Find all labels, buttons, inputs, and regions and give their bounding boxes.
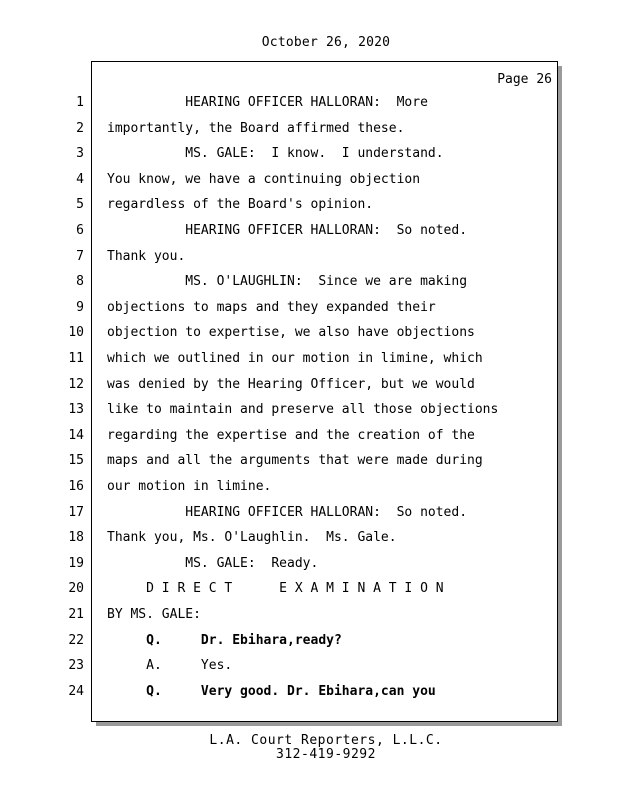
line-number: 7: [76, 249, 84, 264]
line-text: objections to maps and they expanded their: [107, 300, 436, 315]
line-number: 24: [68, 684, 84, 699]
line-number: 10: [68, 325, 84, 340]
line-text: MS. GALE: I know. I understand.: [107, 146, 444, 161]
footer-phone: 312-419-9292: [276, 747, 376, 762]
line-text: A. Yes.: [107, 658, 233, 673]
line-text: Q. Very good. Dr. Ebihara,can you: [107, 684, 436, 699]
line-text: which we outlined in our motion in limine, which: [107, 351, 483, 366]
line-number: 1: [76, 95, 84, 110]
line-number: 16: [68, 479, 84, 494]
line-number: 6: [76, 223, 84, 238]
line-number: 15: [68, 453, 84, 468]
line-number: 4: [76, 172, 84, 187]
line-text: like to maintain and preserve all those objections: [107, 402, 499, 417]
line-text: HEARING OFFICER HALLORAN: More: [107, 95, 428, 110]
line-number: 12: [68, 377, 84, 392]
line-text: was denied by the Hearing Officer, but we would: [107, 377, 475, 392]
line-number: 14: [68, 428, 84, 443]
line-text: HEARING OFFICER HALLORAN: So noted.: [107, 223, 468, 238]
line-number: 23: [68, 658, 84, 673]
line-text: MS. GALE: Ready.: [107, 556, 319, 571]
line-text: regarding the expertise and the creation of the: [107, 428, 475, 443]
line-number: 20: [68, 581, 84, 596]
line-text: BY MS. GALE:: [107, 607, 201, 622]
page-number: Page 26: [497, 72, 552, 87]
line-number: 17: [68, 505, 84, 520]
line-text: maps and all the arguments that were made during: [107, 453, 483, 468]
line-text: importantly, the Board affirmed these.: [107, 121, 405, 136]
line-number: 21: [68, 607, 84, 622]
line-text: MS. O'LAUGHLIN: Since we are making: [107, 274, 468, 289]
line-number: 11: [68, 351, 84, 366]
line-number: 3: [76, 146, 84, 161]
line-number: 8: [76, 274, 84, 289]
line-text: HEARING OFFICER HALLORAN: So noted.: [107, 505, 468, 520]
line-text: You know, we have a continuing objection: [107, 172, 421, 187]
line-number: 18: [68, 530, 84, 545]
line-text: regardless of the Board's opinion.: [107, 197, 374, 212]
line-text: Q. Dr. Ebihara,ready?: [107, 633, 342, 648]
line-number: 19: [68, 556, 84, 571]
line-number: 5: [76, 197, 84, 212]
line-number: 22: [68, 633, 84, 648]
line-number: 2: [76, 121, 84, 136]
line-text: Thank you, Ms. O'Laughlin. Ms. Gale.: [107, 530, 397, 545]
line-number: 9: [76, 300, 84, 315]
line-text: objection to expertise, we also have objections: [107, 325, 475, 340]
line-number: 13: [68, 402, 84, 417]
line-text: Thank you.: [107, 249, 186, 264]
line-text: our motion in limine.: [107, 479, 272, 494]
footer-company: L.A. Court Reporters, L.L.C.: [209, 733, 443, 748]
line-text: D I R E C T E X A M I N A T I O N: [107, 581, 444, 596]
header-date: October 26, 2020: [261, 35, 391, 50]
